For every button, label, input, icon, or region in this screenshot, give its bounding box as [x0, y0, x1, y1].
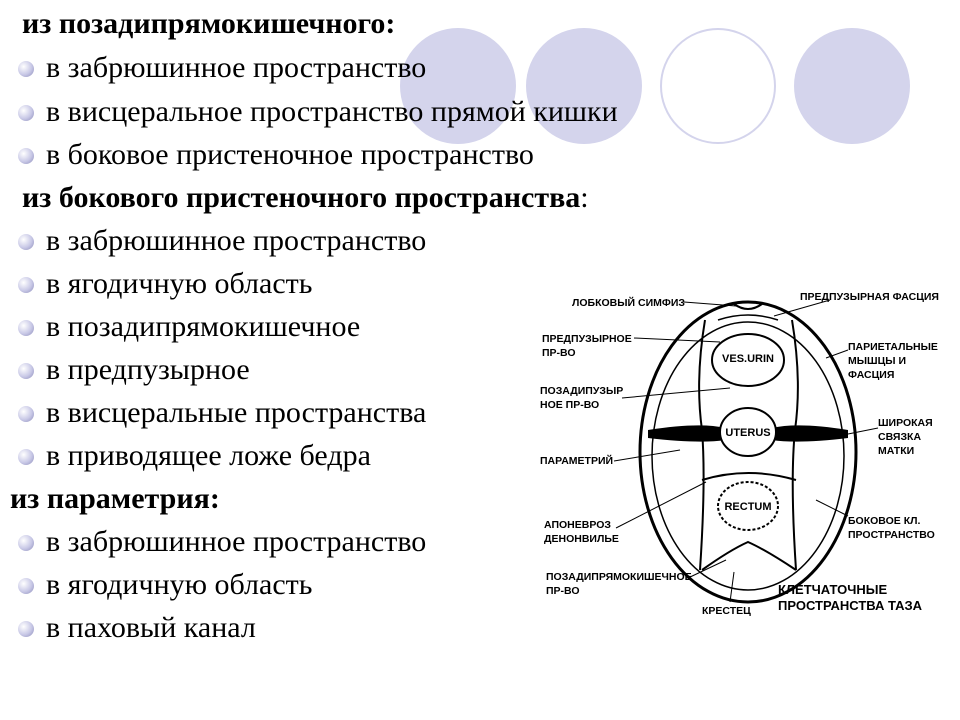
- label-prevesical-fascia: ПРЕДПУЗЫРНАЯ ФАСЦИЯ: [800, 291, 939, 303]
- bullet-icon: [18, 363, 34, 379]
- bullet-icon: [18, 105, 34, 121]
- pelvic-diagram-svg: [530, 280, 960, 625]
- bullet-icon: [18, 61, 34, 77]
- label-parietal-1: ПАРИЕТАЛЬНЫЕ: [848, 341, 938, 353]
- bullet-icon: [18, 406, 34, 422]
- sacrum-shape: [702, 542, 796, 570]
- label-prevesical-space-1: ПРЕДПУЗЫРНОЕ: [542, 333, 632, 345]
- label-retrorectal-2: ПР-ВО: [546, 585, 580, 597]
- label-parietal-2: МЫШЦЫ И: [848, 355, 906, 367]
- label-broad-ligament-3: МАТКИ: [878, 445, 915, 457]
- bullet-icon: [18, 320, 34, 336]
- uterus-label: UTERUS: [725, 427, 771, 439]
- bullet-icon: [18, 535, 34, 551]
- right-fascia-line: [792, 320, 798, 570]
- prevesical-fascia-curve: [718, 315, 778, 320]
- label-pubic-symphysis: ЛОБКОВЫЙ СИМФИЗ: [572, 297, 685, 309]
- label-retrovesical-1: ПОЗАДИПУЗЫР: [540, 385, 624, 397]
- label-aponeurosis-2: ДЕНОНВИЛЬЕ: [544, 533, 619, 545]
- left-fascia-line: [699, 320, 705, 570]
- label-retrorectal-1: ПОЗАДИПРЯМОКИШЕЧНОЕ: [546, 571, 692, 583]
- section1-heading: из позадипрямокишечного:: [22, 7, 396, 40]
- label-broad-ligament-2: СВЯЗКА: [878, 431, 922, 443]
- label-lateral-space-1: БОКОВОЕ КЛ.: [848, 515, 921, 527]
- label-pelvic-spaces-1: КЛЕТЧАТОЧНЫЕ: [778, 582, 888, 597]
- bullet-icon: [18, 234, 34, 250]
- label-pelvic-spaces-2: ПРОСТРАНСТВА ТАЗА: [778, 598, 923, 613]
- section3-heading: из параметрия:: [10, 482, 220, 515]
- decor-circle-4: [794, 28, 910, 144]
- slide-text: из позадипрямокишечного: в забрюшинное пространство в висцеральное пространство прямой кишки в боковое пристеночное пространство из бокового пристеночного пространства: в забрюшинное пространство в ягодичную область в позадипрямокишечное в предпузырное в висцеральные пространства в приводящее ложе бедра из параметрия: в забрюшинное пространство в ягодичную область в паховый канал: [10, 7, 618, 644]
- label-retrovesical-2: НОЕ ПР-ВО: [540, 399, 600, 411]
- bullet-icon: [18, 449, 34, 465]
- pelvic-spaces-diagram: [530, 280, 960, 625]
- section2-heading: из бокового пристеночного пространства:: [22, 181, 589, 214]
- bullet-icon: [18, 148, 34, 164]
- bullet-icon: [18, 621, 34, 637]
- label-aponeurosis-1: АПОНЕВРОЗ: [544, 519, 611, 531]
- rectum-label: RECTUM: [724, 501, 772, 513]
- denonvilliers-fascia-line: [702, 473, 796, 480]
- label-prevesical-space-2: ПР-ВО: [542, 347, 576, 359]
- label-parietal-3: ФАСЦИЯ: [848, 369, 895, 381]
- label-sacrum: КРЕСТЕЦ: [702, 605, 751, 617]
- label-lateral-space-2: ПРОСТРАНСТВО: [848, 529, 935, 541]
- decor-circle-3: [660, 28, 776, 144]
- bladder-label: VES.URIN: [722, 353, 774, 365]
- label-broad-ligament-1: ШИРОКАЯ: [878, 417, 933, 429]
- bullet-icon: [18, 578, 34, 594]
- label-parametrium: ПАРАМЕТРИЙ: [540, 455, 614, 467]
- pubic-symphysis-shape: [734, 304, 762, 309]
- bullet-icon: [18, 277, 34, 293]
